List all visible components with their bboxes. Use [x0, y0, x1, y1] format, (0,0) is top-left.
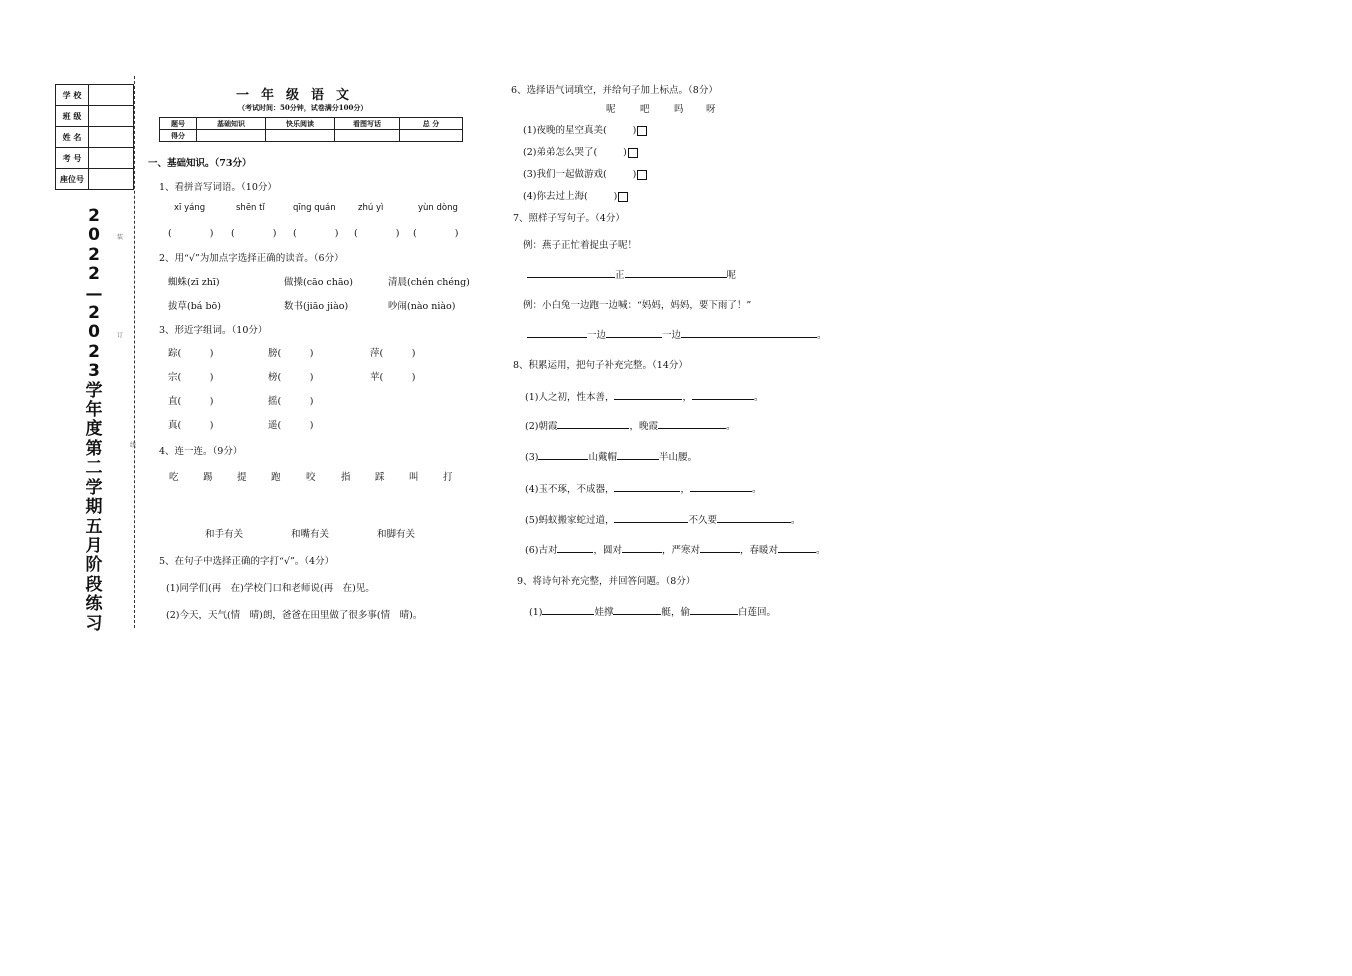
fold-line — [134, 76, 135, 628]
fill-sentence[interactable] — [525, 449, 697, 463]
verb-item[interactable]: 打 — [443, 472, 453, 483]
example-sentence: 例：燕子正忙着捉虫子呢！ — [523, 240, 638, 251]
verb-item[interactable]: 咬 — [306, 472, 316, 483]
word-blank[interactable]: 苹( ) — [370, 372, 416, 383]
word-blank[interactable]: 直( ) — [168, 396, 214, 407]
sentence-item[interactable]: (4)你去过上海( ) — [523, 188, 628, 202]
fold-mark: 订 — [117, 332, 124, 339]
verb-item[interactable]: 叫 — [409, 472, 419, 483]
sentence-text: (3) — [525, 452, 539, 463]
student-info-table — [55, 84, 134, 190]
sentence-item[interactable]: (1)夜晚的星空真美( ) — [523, 122, 647, 136]
sentence-text: (5)蚂蚁搬家蛇过道， — [525, 515, 615, 526]
pinyin: shēn tǐ — [236, 203, 265, 213]
question-title: 8、积累运用，把句子补充完整。（14分） — [513, 360, 688, 371]
question-title: 2、用“√”为加点字选择正确的读音。（6分） — [159, 253, 344, 264]
particle-word: 吧 — [640, 104, 650, 115]
word-blank[interactable]: 萍( ) — [370, 348, 416, 359]
fill-word: ，圆对 — [593, 545, 622, 556]
fill-word: ，严寒对 — [661, 545, 700, 556]
word-blank[interactable]: 摇( ) — [268, 396, 314, 407]
match-group[interactable]: 和脚有关 — [377, 529, 416, 540]
fill-sentence[interactable] — [527, 327, 827, 341]
fill-word: 山戴帽 — [588, 452, 617, 463]
answer-bracket[interactable]: ( ) — [168, 228, 214, 239]
word-blank[interactable]: 膀( ) — [268, 348, 314, 359]
pinyin: zhú yì — [358, 203, 384, 213]
sentence-text: (1)夜晚的星空真美( — [523, 125, 607, 136]
verb-item[interactable]: 跑 — [271, 472, 281, 483]
question-title: 1、看拼音写词语。（10分） — [159, 182, 277, 193]
fill-word: 半山腰。 — [658, 452, 697, 463]
fill-word: 白莲回。 — [738, 607, 777, 618]
fill-word: 娃撑 — [594, 607, 614, 618]
punctuation-box[interactable] — [637, 126, 647, 136]
fill-sentence[interactable] — [525, 542, 826, 556]
question-title: 7、照样子写句子。（4分） — [513, 213, 625, 224]
score-header: 快乐阅读 — [266, 118, 335, 130]
score-cell[interactable] — [266, 130, 335, 142]
score-cell[interactable] — [335, 130, 400, 142]
question-title: 5、在句子中选择正确的字打“√”。（4分） — [159, 556, 335, 567]
fill-word: 。 — [753, 392, 764, 403]
particle-word: 呀 — [706, 104, 716, 115]
score-table — [159, 117, 463, 142]
fill-word: 。 — [816, 545, 826, 556]
fill-word: 。 — [725, 421, 736, 432]
score-header: 题号 — [160, 118, 197, 130]
pinyin-choice[interactable]: 做操(cāo chāo) — [284, 277, 353, 288]
sentence-choice[interactable]: (1)同学们(再 在)学校门口和老师说(再 在)见。 — [166, 583, 375, 594]
score-header: 总 分 — [400, 118, 463, 130]
question-title: 9、将诗句补充完整，并回答问题。（8分） — [517, 576, 696, 587]
fill-word: 不久要 — [688, 515, 717, 526]
section-heading: 一、基础知识。（73分） — [148, 158, 252, 169]
fill-word: ， — [680, 484, 690, 495]
page-title: 一年级语文 — [236, 88, 362, 103]
punctuation-box[interactable] — [618, 192, 628, 202]
fill-word: ， — [682, 392, 692, 403]
match-group[interactable]: 和手有关 — [205, 529, 244, 540]
verb-item[interactable]: 吃 — [169, 472, 179, 483]
page-subtitle: （考试时间：50分钟，试卷满分100分） — [238, 103, 368, 112]
pinyin-choice[interactable]: 数书(jiāo jiào) — [284, 301, 349, 312]
fill-sentence[interactable] — [525, 512, 801, 526]
question-title: 3、形近字组词。（10分） — [159, 325, 268, 336]
pinyin-choice[interactable]: 吵闹(nào niào) — [388, 301, 456, 312]
pinyin-choice[interactable]: 蜘蛛(zī zhī) — [168, 277, 220, 288]
info-field[interactable] — [89, 148, 134, 169]
fill-sentence[interactable] — [525, 418, 736, 432]
score-header: 基础知识 — [197, 118, 266, 130]
fill-word: 。 — [817, 330, 827, 341]
fill-word: ，晚霞 — [629, 421, 658, 432]
fill-word: 艇，偷 — [661, 607, 690, 618]
fill-sentence[interactable] — [525, 481, 762, 495]
word-blank[interactable]: 榜( ) — [268, 372, 314, 383]
verb-item[interactable]: 指 — [341, 472, 351, 483]
answer-bracket[interactable]: ( ) — [231, 228, 277, 239]
answer-bracket[interactable]: ( ) — [413, 228, 459, 239]
answer-bracket[interactable]: ( ) — [354, 228, 400, 239]
particle-word: 吗 — [674, 104, 684, 115]
match-group[interactable]: 和嘴有关 — [291, 529, 330, 540]
sentence-text: (6)古对 — [525, 545, 558, 556]
word-blank[interactable]: 宗( ) — [168, 372, 214, 383]
punctuation-box[interactable] — [628, 148, 638, 158]
score-cell[interactable] — [197, 130, 266, 142]
verb-item[interactable]: 提 — [237, 472, 247, 483]
sentence-item[interactable]: (3)我们一起做游戏( ) — [523, 166, 647, 180]
info-field[interactable] — [89, 169, 134, 190]
info-label: 考 号 — [56, 148, 89, 169]
fill-word: 正 — [615, 270, 625, 281]
word-blank[interactable]: 真( ) — [168, 420, 214, 431]
fill-word: 呢 — [726, 270, 737, 281]
word-blank[interactable]: 遥( ) — [268, 420, 314, 431]
fill-word: 。 — [790, 515, 801, 526]
vertical-exam-title: 2022—2023学年度第二学期五月阶段练习 — [85, 206, 103, 634]
fold-mark: 装 — [117, 234, 124, 241]
fill-sentence[interactable] — [525, 389, 764, 403]
sentence-text: (1)人之初，性本善， — [525, 392, 615, 403]
sentence-text: (4)玉不琢，不成器， — [525, 484, 615, 495]
word-blank[interactable]: 踪( ) — [168, 348, 214, 359]
fill-word: 。 — [751, 484, 762, 495]
punctuation-box[interactable] — [637, 170, 647, 180]
score-cell[interactable] — [400, 130, 463, 142]
pinyin: qīng quán — [293, 203, 336, 213]
sentence-text: (3)我们一起做游戏( — [523, 169, 607, 180]
fill-word: 一边 — [662, 330, 682, 341]
sentence-text: (4)你去过上海( — [523, 191, 588, 202]
fill-sentence[interactable] — [527, 267, 736, 281]
verb-item[interactable]: 踢 — [203, 472, 213, 483]
info-field[interactable] — [89, 106, 134, 127]
example-sentence: 例：小白兔一边跑一边喊：“妈妈，妈妈，要下雨了！” — [523, 300, 752, 311]
fill-word: (1) — [529, 607, 543, 618]
pinyin: xī yáng — [174, 203, 206, 213]
info-label: 学 校 — [56, 85, 89, 106]
fill-word: ，春暖对 — [740, 545, 779, 556]
sentence-choice[interactable]: (2)今天，天气(情 晴)朗，爸爸在田里做了很多事(情 晴)。 — [166, 610, 423, 621]
info-label: 班 级 — [56, 106, 89, 127]
sentence-text: (2)弟弟怎么哭了( — [523, 147, 598, 158]
fold-mark: 线 — [130, 442, 137, 449]
sentence-item[interactable]: (2)弟弟怎么哭了( ) — [523, 144, 638, 158]
sentence-text: (2)朝霞 — [525, 421, 558, 432]
score-header: 看图写话 — [335, 118, 400, 130]
info-label: 姓 名 — [56, 127, 89, 148]
info-field[interactable] — [89, 127, 134, 148]
pinyin: yùn dòng — [418, 203, 458, 213]
pinyin-choice[interactable]: 拔草(bá bō) — [168, 301, 221, 312]
score-row-label: 得分 — [160, 130, 197, 142]
info-label: 座位号 — [56, 169, 89, 190]
particle-word: 呢 — [606, 104, 616, 115]
pinyin-choice[interactable]: 清晨(chén chéng) — [388, 277, 470, 288]
question-title: 6、选择语气词填空，并给句子加上标点。（8分） — [511, 85, 718, 96]
info-field[interactable] — [89, 85, 134, 106]
fill-sentence[interactable] — [529, 604, 776, 618]
answer-bracket[interactable]: ( ) — [293, 228, 339, 239]
verb-item[interactable]: 踩 — [375, 472, 385, 483]
fill-word: 一边 — [587, 330, 607, 341]
question-title: 4、连一连。（9分） — [159, 446, 243, 457]
